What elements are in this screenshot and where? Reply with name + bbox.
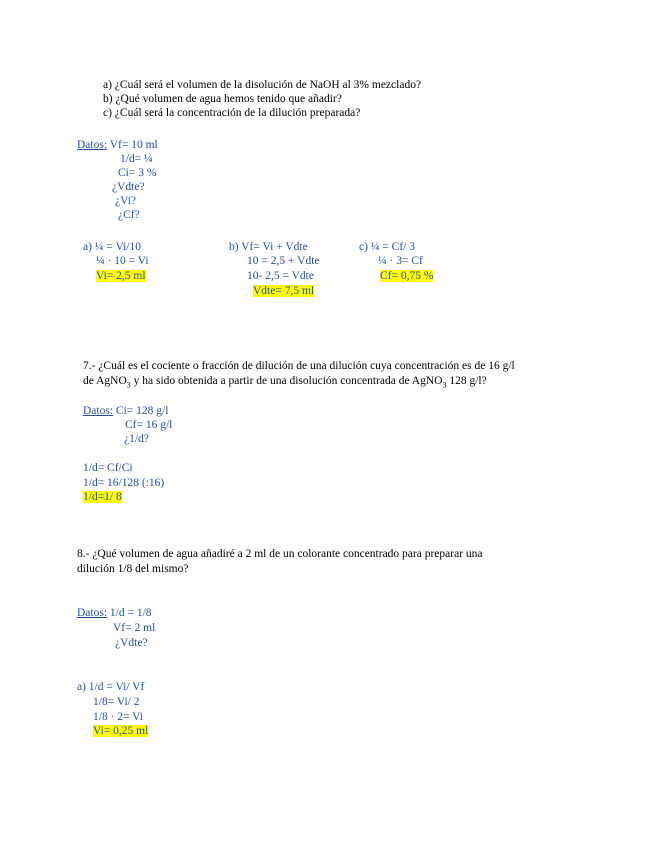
datos-item: 1/d = 1/8 <box>109 607 152 619</box>
datos-item: ¿Vi? <box>115 195 137 207</box>
datos-item: Vf= 2 ml <box>113 622 156 634</box>
q7-text: y ha sido obtenida a partir de una disolución concentrada de AgNO <box>130 375 443 387</box>
datos-label: Datos: <box>83 405 114 417</box>
solution-c-line: c) ¼ = Cf/ 3 <box>359 241 415 253</box>
solution-b-line: b) Vf= Vi + Vdte <box>229 241 308 253</box>
q7-subscript: 3 <box>442 380 447 390</box>
answer-highlight: 1/d=1/ 8 <box>83 491 122 503</box>
solution-7-line: 1/d= 16/128 (:16) <box>83 477 165 489</box>
question-7-line1: 7.- ¿Cuál es el cociente o fracción de dilución de una dilución cuya concentración es de 16 g/l <box>83 360 515 372</box>
datos-label: Datos: <box>77 139 108 151</box>
solution-c-result <box>380 269 433 283</box>
q7-text: 128 g/l? <box>446 375 487 387</box>
datos-item: 1/d= ¼ <box>120 153 153 165</box>
datos-item: ¿1/d? <box>124 433 149 445</box>
solution-a-line: a) ¼ = Vi/10 <box>83 241 141 253</box>
question-8-line2: dilución 1/8 del mismo? <box>77 563 189 575</box>
datos-item: ¿Cf? <box>118 209 140 221</box>
answer-highlight: Vi= 2,5 ml <box>96 270 146 282</box>
question-a: a) ¿Cuál será el volumen de la disolución de NaOH al 3% mezclado? <box>103 79 422 91</box>
datos-item: Cf= 16 g/l <box>125 419 173 431</box>
q7-subscript: 3 <box>126 380 131 390</box>
question-7-line2 <box>83 374 487 392</box>
datos-item: Vf= 10 ml <box>109 139 158 151</box>
answer-highlight: Vdte= 7,5 ml <box>253 285 315 297</box>
question-8-line1: 8.- ¿Qué volumen de agua añadiré a 2 ml de un colorante concentrado para preparar una <box>77 548 483 560</box>
solution-7-line: 1/d= Cf/Ci <box>83 462 133 474</box>
question-b: b) ¿Qué volumen de agua hemos tenido que añadir? <box>103 93 342 105</box>
solution-8-line: a) 1/d = Vi/ Vf <box>77 681 145 693</box>
datos-label: Datos: <box>77 607 108 619</box>
solution-7-result <box>83 490 122 504</box>
datos-item: Ci= 3 % <box>118 167 157 179</box>
solution-a-line: ¼ · 10 = Vi <box>96 255 149 267</box>
answer-highlight: Vi= 0,25 ml <box>93 725 149 737</box>
solution-b-line: 10- 2,5 = Vdte <box>247 270 314 282</box>
question-c: c) ¿Cuál será la concentración de la dilución preparada? <box>103 107 361 119</box>
q7-text: de AgNO <box>83 375 127 387</box>
datos-block-7 <box>83 404 168 418</box>
solution-8-line: 1/8= Vi/ 2 <box>93 696 140 708</box>
solution-8-result <box>93 724 148 738</box>
solution-b-result <box>253 284 314 298</box>
datos-item: ¿Vdte? <box>115 637 148 649</box>
solution-c-line: ¼ · 3= Cf <box>378 255 423 267</box>
solution-8-line: 1/8 · 2= Vi <box>93 711 143 723</box>
answer-highlight: Cf= 0,75 % <box>380 270 434 282</box>
datos-block-8 <box>77 606 152 620</box>
solution-b-line: 10 = 2,5 + Vdte <box>247 255 320 267</box>
datos-block-1 <box>77 138 158 152</box>
datos-item: Ci= 128 g/l <box>115 405 169 417</box>
datos-item: ¿Vdte? <box>112 181 145 193</box>
solution-a-result <box>96 269 146 283</box>
